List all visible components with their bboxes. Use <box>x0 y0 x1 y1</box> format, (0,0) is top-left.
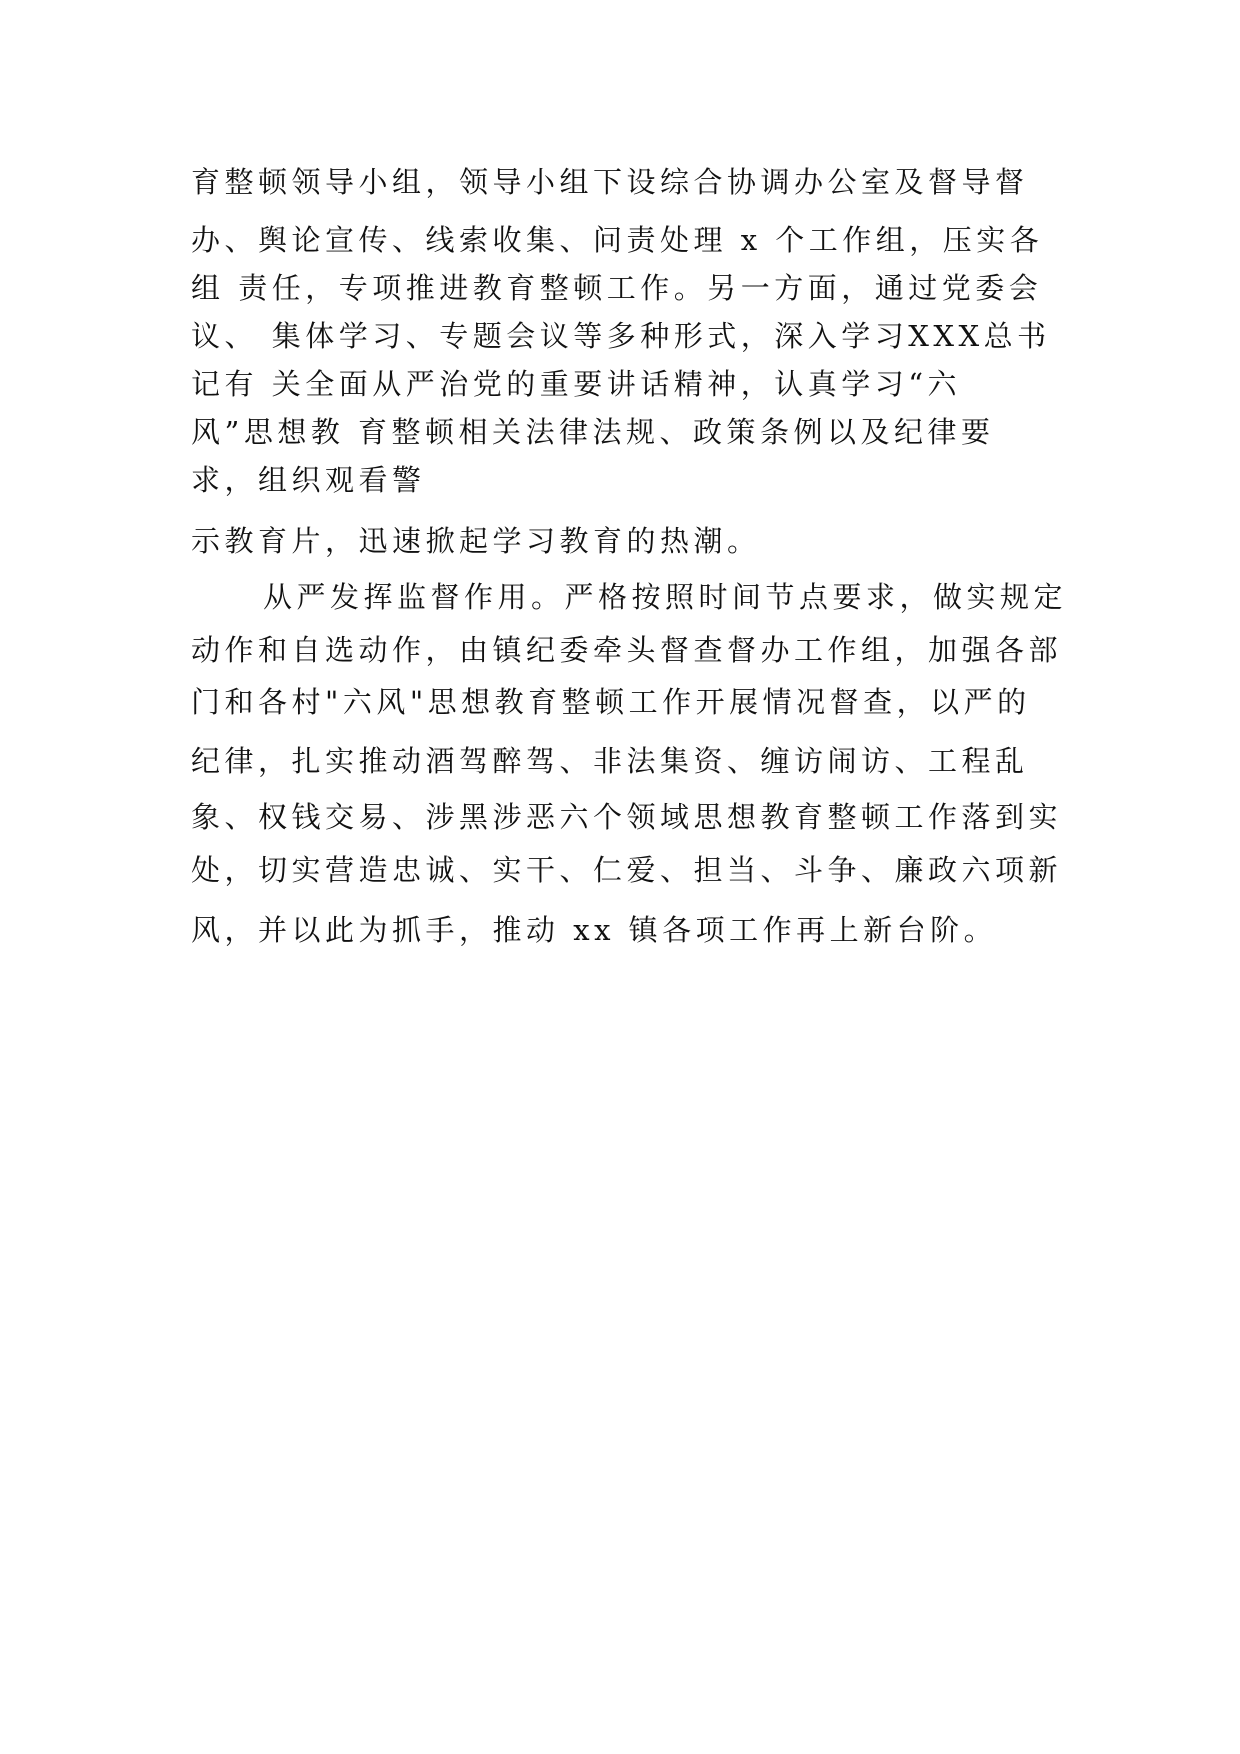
text-line-15: 风，并以此为抓手，推动 xx 镇各项工作再上新台阶。 <box>191 913 998 947</box>
text-line-13: 象、权钱交易、涉黑涉恶六个领域思想教育整顿工作落到实 <box>191 800 1063 834</box>
text-line-6: 风”思想教 育整顿相关法律法规、政策条例以及纪律要 <box>191 415 995 449</box>
text-line-10: 动作和自选动作，由镇纪委牵头督查督办工作组，加强各部 <box>191 633 1063 667</box>
text-line-14: 处，切实营造忠诚、实干、仁爱、担当、斗争、廉政六项新 <box>191 853 1063 887</box>
text-line-4: 议、 集体学习、专题会议等多种形式，深入学习XXX总书 <box>191 319 1051 353</box>
text-line-1: 育整顿领导小组，领导小组下设综合协调办公室及督导督 <box>191 165 1029 199</box>
paragraph-first-line: 从严发挥监督作用。严格按照时间节点要求，做实规定 <box>263 580 1068 614</box>
text-line-12: 纪律，扎实推动酒驾醉驾、非法集资、缠访闹访、工程乱 <box>191 744 1029 778</box>
text-line-3: 组 责任，专项推进教育整顿工作。另一方面，通过党委会 <box>191 271 1043 305</box>
text-line-7: 求，组织观看警 <box>191 463 426 497</box>
text-line-11: 门和各村"六风"思想教育整顿工作开展情况督查，以严的 <box>191 685 1031 719</box>
text-line-5: 记有 关全面从严治党的重要讲话精神，认真学习“六 <box>191 367 962 401</box>
text-line-2: 办、舆论宣传、线索收集、问责处理 x 个工作组，压实各 <box>191 223 1044 257</box>
text-line-8: 示教育片，迅速掀起学习教育的热潮。 <box>191 524 761 558</box>
